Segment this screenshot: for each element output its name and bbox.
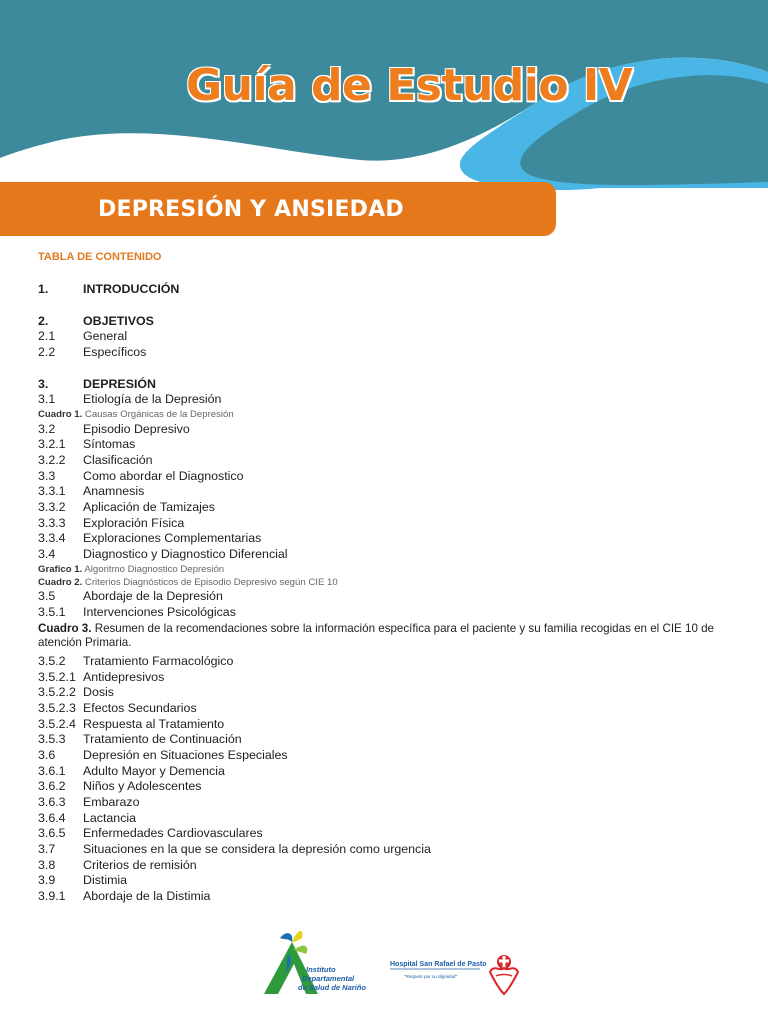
toc-number: 2.2 <box>38 345 56 360</box>
document-subtitle: DEPRESIÓN Y ANSIEDAD <box>98 197 404 222</box>
toc-figure-reference <box>38 563 738 576</box>
toc-number: 3. <box>38 376 49 391</box>
toc-item <box>38 605 738 621</box>
toc-number: 3.6 <box>38 747 56 762</box>
toc-label: Síntomas <box>83 437 136 452</box>
toc-label: General <box>83 329 128 344</box>
toc-label: Tratamiento Farmacológico <box>83 653 234 668</box>
toc-number: 2. <box>38 313 49 328</box>
toc-label: Respuesta al Tratamiento <box>83 716 225 731</box>
toc-item <box>38 437 738 453</box>
toc-label: Distimia <box>83 873 128 888</box>
institution-logos <box>258 928 548 998</box>
toc-label: Situaciones en la que se considera la depresión como urgencia <box>83 842 431 857</box>
toc-number: 3.2.1 <box>38 437 66 452</box>
toc-item <box>38 889 738 905</box>
toc-label: Enfermedades Cardiovasculares <box>83 826 263 841</box>
toc-item <box>38 717 738 733</box>
toc-number: 3.5.3 <box>38 732 66 747</box>
toc-item <box>38 531 738 547</box>
toc-label: Específicos <box>83 345 147 360</box>
toc-number: 3.6.3 <box>38 795 66 810</box>
institute-line2: Departamental <box>302 974 355 983</box>
toc-item <box>38 826 738 842</box>
toc-label: Adulto Mayor y Demencia <box>83 763 225 778</box>
toc-label: Episodio Depresivo <box>83 421 190 436</box>
toc-item <box>38 453 738 469</box>
toc-number: 3.9 <box>38 873 56 888</box>
toc-number: 3.3.2 <box>38 499 66 514</box>
toc-label: Embarazo <box>83 795 140 810</box>
toc-item <box>38 779 738 795</box>
toc-item <box>38 589 738 605</box>
institute-line3: de Salud de Nariño <box>298 983 366 992</box>
toc-number: 3.3.1 <box>38 484 66 499</box>
hospital-motto: "Respeto por su dignidad" <box>404 974 458 979</box>
toc-item <box>38 500 738 516</box>
toc-number: 3.2.2 <box>38 452 66 467</box>
document-title: Guía de Estudio IV <box>186 60 633 111</box>
toc-number: 2.1 <box>38 329 56 344</box>
toc-label: Criterios de remisión <box>83 857 197 872</box>
toc-number: 3.1 <box>38 392 56 407</box>
toc-label: Dosis <box>83 685 114 700</box>
hospital-cross-emblem <box>490 955 518 994</box>
toc-number: 3.5.2.3 <box>38 700 76 715</box>
toc-label: Etiología de la Depresión <box>83 392 222 407</box>
toc-item <box>38 701 738 717</box>
toc-number: 3.6.2 <box>38 779 66 794</box>
toc-item <box>38 392 738 408</box>
toc-number: 3.5.2.2 <box>38 685 76 700</box>
toc-label: Clasificación <box>83 452 153 467</box>
toc-item <box>38 422 738 438</box>
reference-title: Resumen de la recomendaciones sobre la información específica para el paciente y su familia recogidas en el CIE 10 de atención Primaria. <box>38 621 715 650</box>
toc-number: 3.8 <box>38 857 56 872</box>
toc-label: Exploraciones Complementarias <box>83 531 262 546</box>
toc-item <box>38 732 738 748</box>
reference-tag: Cuadro 1. <box>38 409 83 421</box>
toc-item <box>38 842 738 858</box>
toc-number: 3.6.4 <box>38 810 66 825</box>
toc-item <box>38 484 738 500</box>
toc-label: Anamnesis <box>83 484 145 499</box>
toc-number: 3.5.2 <box>38 653 66 668</box>
toc-spacer <box>38 361 738 377</box>
toc-figure-reference <box>38 576 738 589</box>
toc-section <box>38 282 738 298</box>
toc-spacer <box>38 298 738 314</box>
toc-label: INTRODUCCIÓN <box>83 282 180 296</box>
toc-number: 3.5.2.4 <box>38 716 76 731</box>
toc-label: Tratamiento de Continuación <box>83 732 242 747</box>
toc-item <box>38 345 738 361</box>
toc-item <box>38 685 738 701</box>
toc-number: 3.4 <box>38 547 56 562</box>
toc-item <box>38 811 738 827</box>
toc-number: 3.3.3 <box>38 515 66 530</box>
hospital-name: Hospital San Rafael de Pasto <box>390 961 487 968</box>
toc-number: 3.5.2.1 <box>38 669 76 684</box>
toc-label: Efectos Secundarios <box>83 700 197 715</box>
reference-title: Causas Orgánicas de la Depresión <box>82 409 234 421</box>
institute-line1: Instituto <box>306 965 336 974</box>
toc-label: OBJETIVOS <box>83 313 154 328</box>
toc-item <box>38 670 738 686</box>
reference-title: Criterios Diagnósticos de Episodio Depresivo según CIE 10 <box>82 577 338 589</box>
toc-label: Aplicación de Tamizajes <box>83 499 216 514</box>
toc-number: 3.6.5 <box>38 826 66 841</box>
toc-label: Intervenciones Psicológicas <box>83 605 236 620</box>
toc-number: 3.3 <box>38 468 56 483</box>
toc-number: 3.3.4 <box>38 531 66 546</box>
toc-item <box>38 469 738 485</box>
toc-item <box>38 858 738 874</box>
toc-label: Diagnostico y Diagnostico Diferencial <box>83 547 288 562</box>
reference-tag: Cuadro 3. <box>38 621 92 635</box>
toc-number: 3.7 <box>38 842 56 857</box>
toc-label: Lactancia <box>83 810 137 825</box>
toc-number: 3.5.1 <box>38 605 66 620</box>
toc-heading: TABLA DE CONTENIDO <box>38 251 162 263</box>
toc-number: 3.2 <box>38 421 56 436</box>
toc-section <box>38 377 738 393</box>
toc-label: Como abordar el Diagnostico <box>83 468 244 483</box>
toc-number: 1. <box>38 282 49 296</box>
toc-label: Exploración Física <box>83 515 185 530</box>
toc-label: Depresión en Situaciones Especiales <box>83 747 288 762</box>
toc-figure-reference <box>38 408 738 421</box>
toc-item <box>38 764 738 780</box>
reference-tag: Grafico 1. <box>38 563 83 575</box>
reference-title: Algoritmo Diagnostico Depresión <box>82 563 225 575</box>
toc-item <box>38 547 738 563</box>
toc-label: DEPRESIÓN <box>83 376 156 391</box>
toc-item <box>38 873 738 889</box>
toc-item <box>38 795 738 811</box>
toc-item <box>38 516 738 532</box>
toc-label: Abordaje de la Distimia <box>83 889 211 904</box>
table-of-contents <box>38 282 738 905</box>
toc-label: Antidepresivos <box>83 669 165 684</box>
toc-number: 3.5 <box>38 589 56 604</box>
toc-number: 3.6.1 <box>38 763 66 778</box>
toc-item <box>38 654 738 670</box>
toc-number: 3.9.1 <box>38 889 66 904</box>
toc-label: Abordaje de la Depresión <box>83 589 223 604</box>
toc-item <box>38 329 738 345</box>
reference-tag: Cuadro 2. <box>38 577 83 589</box>
toc-table-reference <box>38 621 738 654</box>
toc-section <box>38 314 738 330</box>
toc-item <box>38 748 738 764</box>
toc-label: Niños y Adolescentes <box>83 779 202 794</box>
